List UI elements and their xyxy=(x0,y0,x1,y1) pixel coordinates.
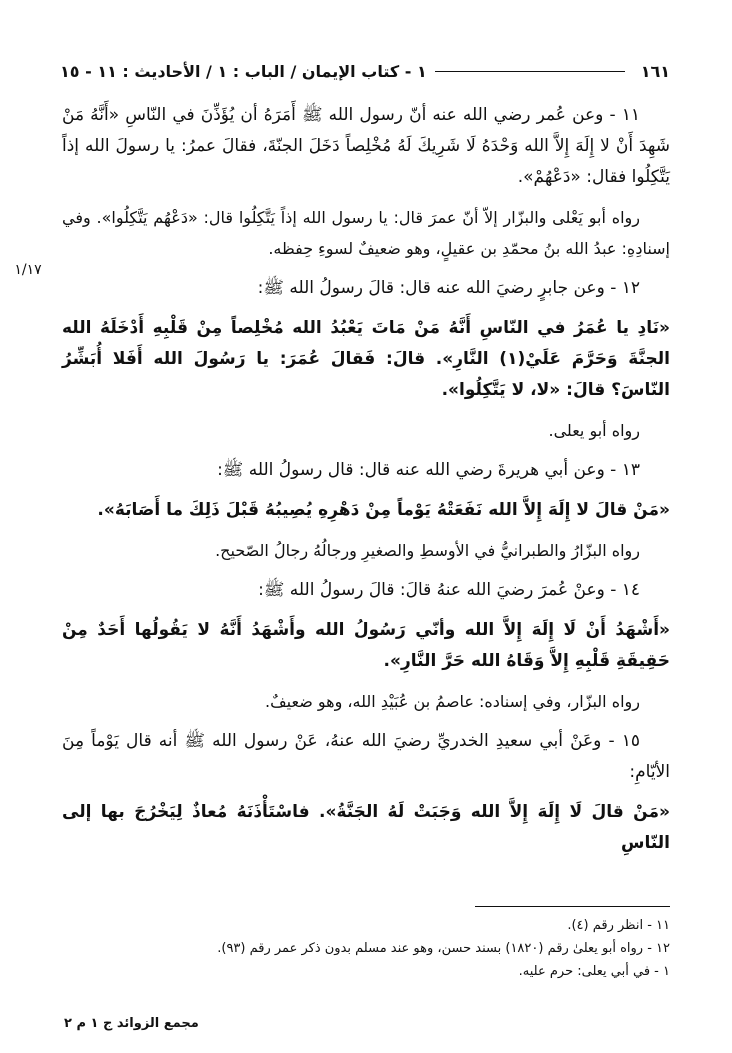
footnote-12: ١٢ - رواه أبو يعلىٰ رقم (١٨٢٠) بسند حسن، وهو عند مسلم بدون ذكر عمر رقم (٩٣). xyxy=(217,941,670,956)
footnote-11: ١١ - انظر رقم (٤). xyxy=(567,918,670,933)
page-number: ١٦١ xyxy=(640,61,670,81)
footnote-1: ١ - في أبي يعلى: حرم عليه. xyxy=(518,964,670,979)
hadith-12-source: رواه أبو يعلى. xyxy=(548,421,640,440)
side-note: ١/١٧ xyxy=(14,262,42,278)
footnote-rule xyxy=(475,906,670,907)
footnotes xyxy=(62,914,670,983)
hadith-12-quote: «نَادِ يا عُمَرُ في النّاسِ أَنَّهُ مَنْ مَاتَ يَعْبُدُ الله مُخْلِصاً مِنْ قَلْبِهِ أَدْخَلَهُ الله الجنَّةَ وَحَرَّمَ عَلَيْ(١) النَّارِ». قالَ: فَقالَ عُمَرَ: يا رَسُولَ الله أَفَلا أُبَشِّرُ النّاسَ؟ قالَ: «لا، لا يَتَّكِلُوا». xyxy=(62,318,670,400)
hadith-15: ١٥ - وعَنْ أبي سعيدِ الخدريِّ رضيَ الله عنهُ، عَنْ رسول الله ﷺ أنه قال يَوْماً مِنَ الأيّامِ: xyxy=(62,731,670,782)
hadith-11: ١١ - وعن عُمر رضي الله عنه أنّ رسول الله ﷺ أَمَرَهُ أن يُؤَذِّنَ في النّاسِ «أَنَّهُ مَنْ شَهِدَ أَنْ لا إِلَهَ إِلاَّ الله وَحْدَهُ لَا شَرِيكَ لَهُ مُخْلِصاً دَخَلَ الجنّةَ، فقالَ عمرُ: يا رسولَ الله إذاً يَتَّكِلُوا فقال: «دَعْهُمْ». xyxy=(62,105,670,187)
volume-signature: مجمع الزوائد ج ١ م ٢ xyxy=(64,1016,199,1031)
hadith-13-source: رواه البزّارُ والطبرانيُّ في الأوسطِ والصغيرِ ورجالُهُ رجالُ الصّحيح. xyxy=(215,541,640,560)
running-header xyxy=(60,56,670,86)
running-title: ١ - كتاب الإيمان / الباب : ١ / الأحاديث : ١١ - ١٥ xyxy=(60,61,427,81)
hadith-12: ١٢ - وعن جابرٍ رضيَ الله عنه قال: قالَ رسولُ الله ﷺ: xyxy=(257,278,640,298)
hadith-15-quote: «مَنْ قالَ لَا إِلَهَ إِلاَّ الله وَجَبَتْ لَهُ الجَنَّةُ». فاسْتَأْذَنَهُ مُعاذٌ لِيَخْرُجَ بها إلى النّاسِ xyxy=(62,802,670,853)
hadith-13: ١٣ - وعن أبي هريرةَ رضي الله عنه قال: قال رسولُ الله ﷺ: xyxy=(217,460,640,480)
header-rule xyxy=(435,71,625,72)
hadith-13-quote: «مَنْ قالَ لا إِلَهَ إِلاَّ الله نَفَعَتْهُ يَوْماً مِنْ دَهْرِهِ يُصِيبُهُ قَبْلَ ذَلِكَ ما أَصَابَهُ». xyxy=(97,500,670,520)
hadith-text-body xyxy=(62,100,670,868)
hadith-14-quote: «أَشْهَدُ أَنْ لَا إِلَهَ إِلاَّ الله وأنّي رَسُولُ الله وأَشْهَدُ أَنَّهُ لا يَقُولُها أَحَدٌ مِنْ حَقِيقَةِ قَلْبِهِ إِلاَّ وَقَاهُ الله حَرَّ النَّارِ». xyxy=(62,620,670,671)
hadith-14: ١٤ - وعنْ عُمرَ رضيَ الله عنهُ قالَ: قالَ رسولُ الله ﷺ: xyxy=(258,580,640,600)
hadith-14-source: رواه البزّار، وفي إسناده: عاصمُ بن عُبَيْدِ الله، وهو ضعيفٌ. xyxy=(265,692,640,711)
hadith-11-source: رواه أبو يَعْلى والبزّار إلاّ أنّ عمرَ قال: يا رسول الله إذاً يَتَّكِلُوا قال: «دَعْهُم يَتَّكِلُوا». وفي إسنادِهِ: عبدُ الله بنُ محمّدِ بن عقيلٍ، وهو ضعيفٌ لسوءِ حِفظه. xyxy=(62,208,670,258)
